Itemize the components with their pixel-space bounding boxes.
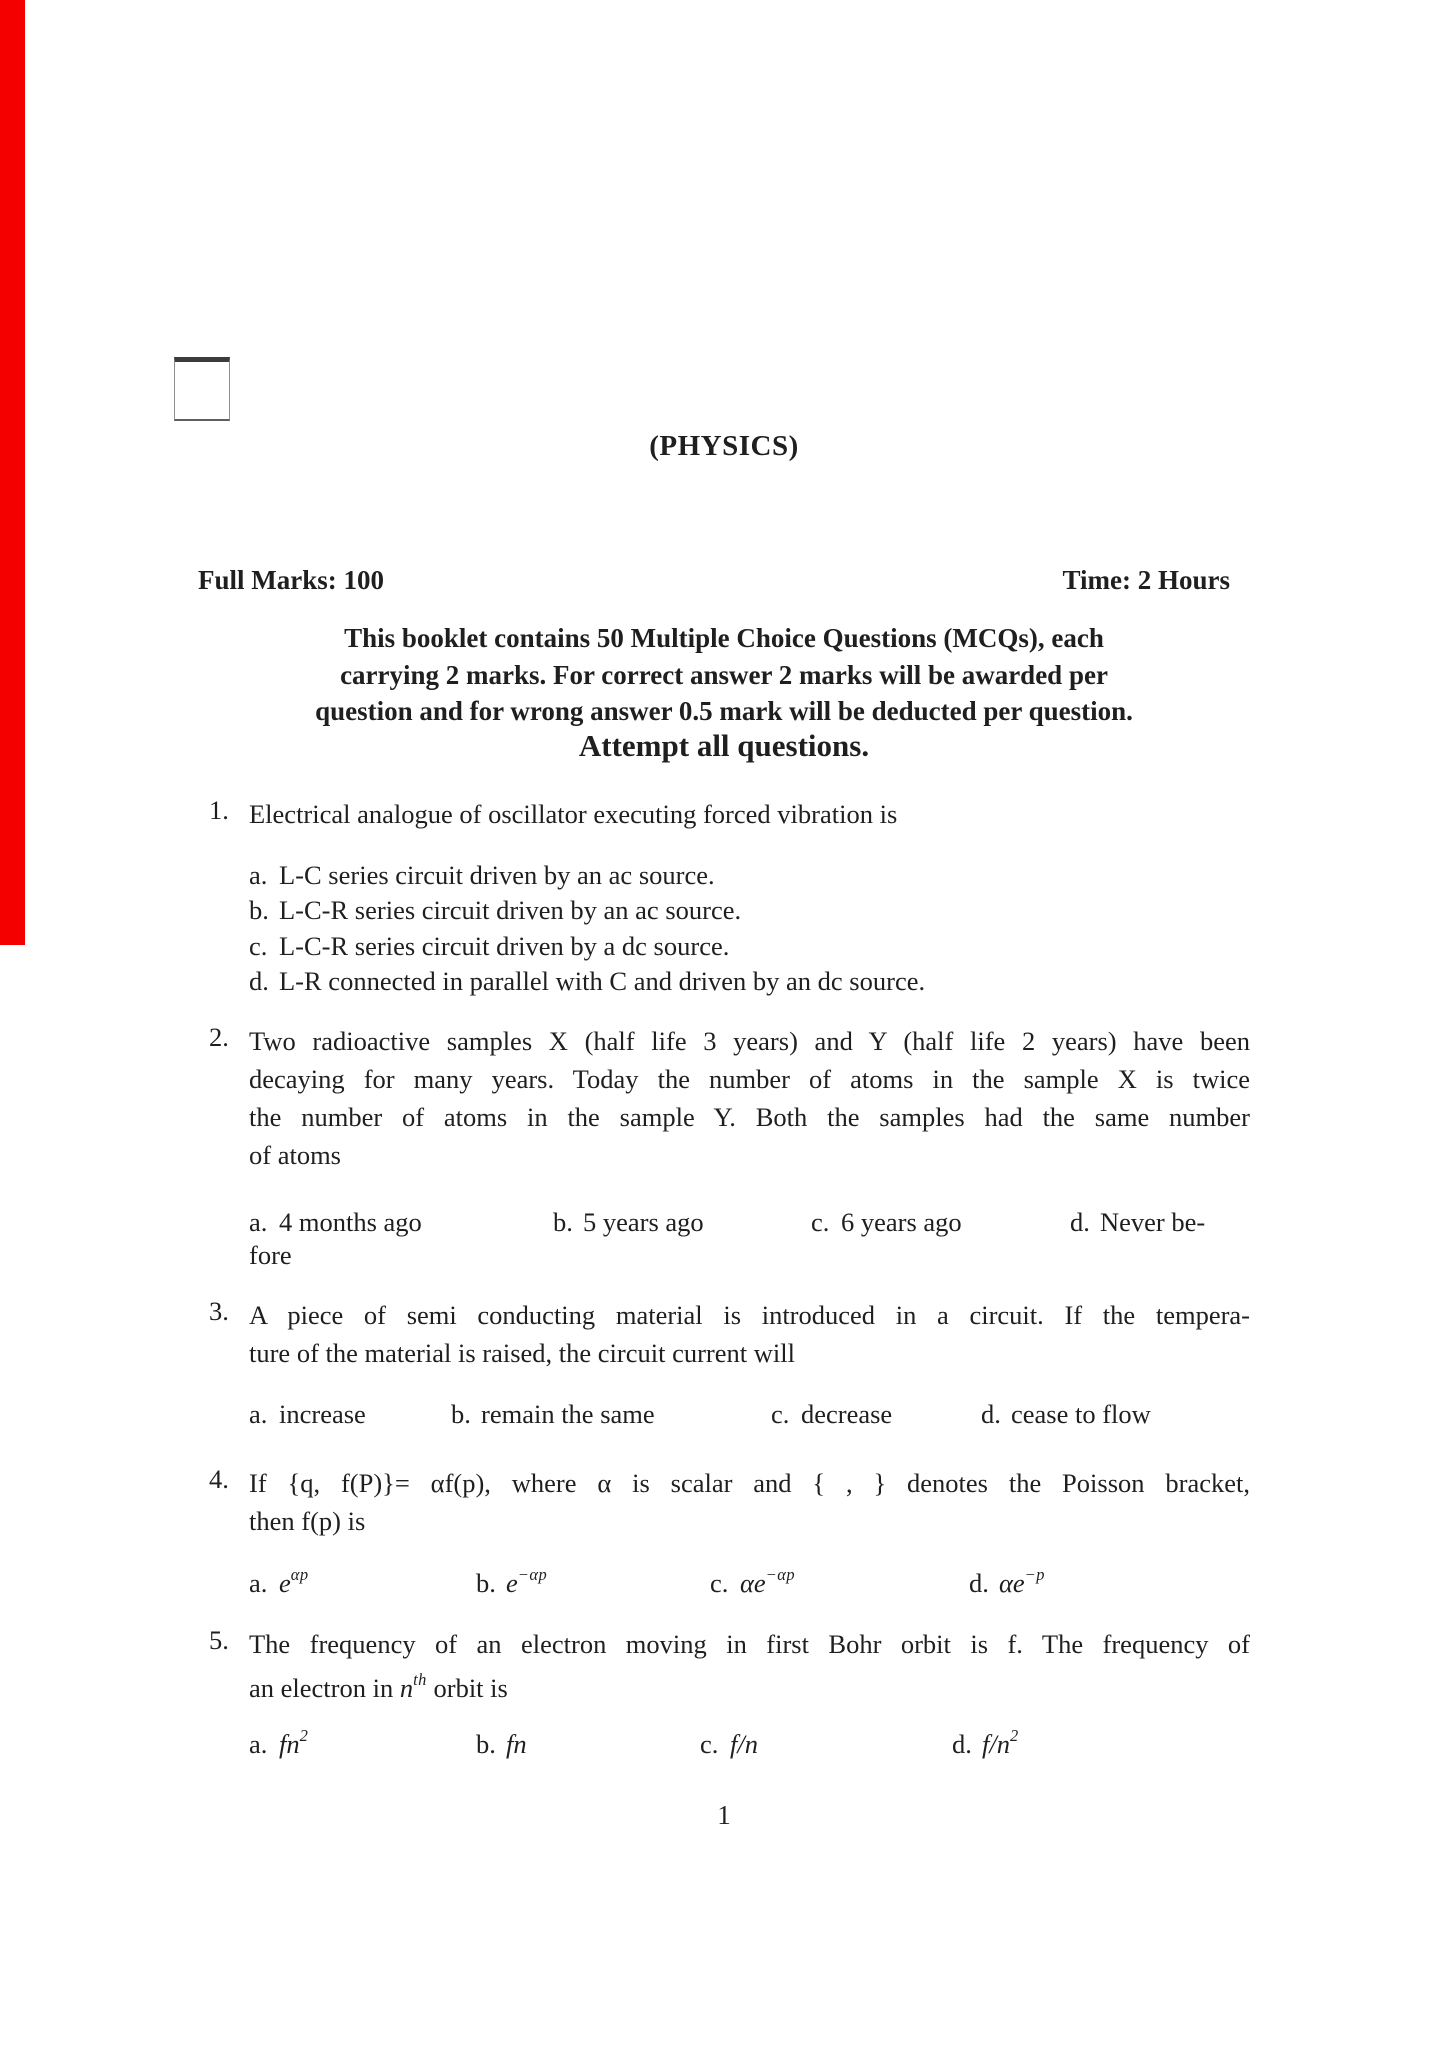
option-d <box>969 1564 1250 1599</box>
option-math-exponent: 2 <box>299 1725 309 1745</box>
option-label: a. <box>249 1728 268 1759</box>
question-number: 5. <box>209 1625 229 1655</box>
question-body <box>249 1296 1250 1372</box>
option-text: Never be- <box>1100 1207 1206 1237</box>
option-text: cease to flow <box>1011 1399 1151 1429</box>
option-label: d. <box>1070 1207 1090 1237</box>
option-a <box>249 1207 553 1238</box>
option-math-exponent: −p <box>1024 1564 1045 1584</box>
option-text: 5 years ago <box>583 1207 704 1237</box>
option-label: d. <box>969 1567 989 1598</box>
option-math-exponent: αp <box>290 1564 309 1584</box>
option-math-exponent: 2 <box>1009 1725 1019 1745</box>
option-math-base: αe <box>999 1567 1025 1598</box>
option-d-wrap-tail: fore <box>249 1240 292 1270</box>
question-4 <box>209 1464 1250 1540</box>
option-d <box>1070 1207 1250 1238</box>
option-label: c. <box>811 1207 830 1237</box>
instruction-line: carrying 2 marks. For correct answer 2 marks will be awarded per <box>340 659 1108 690</box>
time-label: Time: 2 Hours <box>1062 565 1230 595</box>
option-math-exponent: −αp <box>517 1564 548 1584</box>
full-marks-label: Full Marks: 100 <box>198 565 384 595</box>
question-line: decaying for many years. Today the number of atoms in the sample X is twice <box>249 1064 1250 1094</box>
option-c <box>249 929 1250 964</box>
option-text: remain the same <box>481 1399 655 1429</box>
question-line: of atoms <box>249 1140 341 1170</box>
option-math-base: e <box>279 1567 291 1598</box>
question-line: A piece of semi conducting material is introduced in a circuit. If the tempera- <box>249 1300 1250 1330</box>
option-label: b. <box>451 1399 471 1429</box>
question-line: Two radioactive samples X (half life 3 years) and Y (half life 2 years) have been <box>249 1026 1250 1056</box>
question-line: The frequency of an electron moving in first Bohr orbit is f. The frequency of <box>249 1629 1250 1659</box>
option-label: b. <box>476 1567 496 1598</box>
question-1 <box>209 795 1250 833</box>
question-text-segment: an electron in <box>249 1672 400 1703</box>
question-3 <box>209 1296 1250 1372</box>
option-label: b. <box>476 1728 496 1759</box>
option-text: increase <box>279 1399 366 1429</box>
question-2 <box>209 1022 1250 1174</box>
attempt-heading: Attempt all questions. <box>578 728 870 763</box>
option-math-base: f/n <box>982 1728 1010 1759</box>
option-c <box>710 1564 969 1599</box>
option-label: d. <box>952 1728 972 1759</box>
question-4-options <box>249 1564 1250 1599</box>
option-b <box>476 1564 710 1599</box>
question-1-options <box>249 858 1250 1000</box>
option-text: L-R connected in parallel with C and driven by an dc source. <box>279 966 926 997</box>
option-a <box>249 1399 451 1430</box>
question-number: 3. <box>209 1296 229 1326</box>
option-d <box>981 1399 1250 1430</box>
option-label: a. <box>249 1567 268 1598</box>
option-label: c. <box>710 1567 729 1598</box>
option-label: b. <box>553 1207 573 1237</box>
option-math-base: f/n <box>730 1728 758 1759</box>
question-line <box>249 1663 1250 1707</box>
option-d <box>952 1725 1250 1760</box>
option-b <box>553 1207 811 1238</box>
question-number: 1. <box>209 795 229 825</box>
question-text-segment: orbit is <box>426 1672 508 1703</box>
question-body <box>249 1022 1250 1174</box>
question-number: 4. <box>209 1464 229 1494</box>
option-text: L-C series circuit driven by an ac source. <box>279 860 715 890</box>
exam-instructions <box>148 620 1300 730</box>
question-body <box>249 795 1250 833</box>
option-math-base: e <box>506 1567 518 1598</box>
question-5-options <box>249 1725 1250 1760</box>
question-5 <box>209 1625 1250 1707</box>
exam-meta-row <box>198 565 1230 596</box>
option-text: 6 years ago <box>841 1207 962 1237</box>
page-title: (PHYSICS) <box>649 430 799 462</box>
question-line: then f(p) is <box>249 1506 366 1536</box>
option-b <box>476 1728 700 1760</box>
option-text: L-C-R series circuit driven by a dc source. <box>279 930 730 961</box>
option-text: decrease <box>801 1399 893 1429</box>
option-label: d. <box>249 966 269 997</box>
option-a <box>249 858 1250 893</box>
option-c <box>811 1207 1070 1238</box>
question-body <box>249 1464 1250 1540</box>
instruction-line: question and for wrong answer 0.5 mark will be deducted per question. <box>315 696 1133 726</box>
option-c <box>700 1728 952 1760</box>
question-line: the number of atoms in the sample Y. Both the samples had the same number <box>249 1102 1250 1132</box>
page-number: 1 <box>717 1800 731 1830</box>
question-number: 2. <box>209 1022 229 1052</box>
option-label: a. <box>249 860 268 890</box>
option-math-base: fn <box>279 1728 300 1759</box>
option-math-exponent: −αp <box>765 1564 796 1584</box>
option-text: 4 months ago <box>279 1207 422 1237</box>
question-body <box>249 1625 1250 1707</box>
option-label: c. <box>771 1399 790 1429</box>
option-d <box>249 964 1250 999</box>
red-margin-strip <box>0 0 25 945</box>
option-label: c. <box>249 930 268 961</box>
question-3-options <box>249 1399 1250 1430</box>
option-c <box>771 1399 981 1430</box>
instruction-line: This booklet contains 50 Multiple Choice Questions (MCQs), each <box>344 623 1104 653</box>
question-line: If {q, f(P)}= αf(p), where α is scalar and { , } denotes the Poisson bracket, <box>249 1468 1250 1498</box>
option-b <box>451 1399 771 1430</box>
option-b <box>249 893 1250 928</box>
option-a <box>249 1564 476 1599</box>
option-math-base: αe <box>740 1567 766 1598</box>
option-math-base: fn <box>506 1728 527 1759</box>
option-label: a. <box>249 1399 268 1429</box>
option-a <box>249 1725 476 1760</box>
question-line: Electrical analogue of oscillator executing forced vibration is <box>249 799 898 829</box>
option-text: L-C-R series circuit driven by an ac source. <box>279 895 742 926</box>
option-label: c. <box>700 1728 719 1759</box>
option-label: a. <box>249 1207 268 1237</box>
math-exponent: th <box>413 1669 427 1689</box>
answer-corner-box <box>174 357 230 421</box>
option-label: b. <box>249 895 269 926</box>
question-2-options <box>249 1207 1250 1238</box>
option-label: d. <box>981 1399 1001 1429</box>
math-variable: n <box>399 1672 414 1703</box>
question-line: ture of the material is raised, the circuit current will <box>249 1338 795 1368</box>
